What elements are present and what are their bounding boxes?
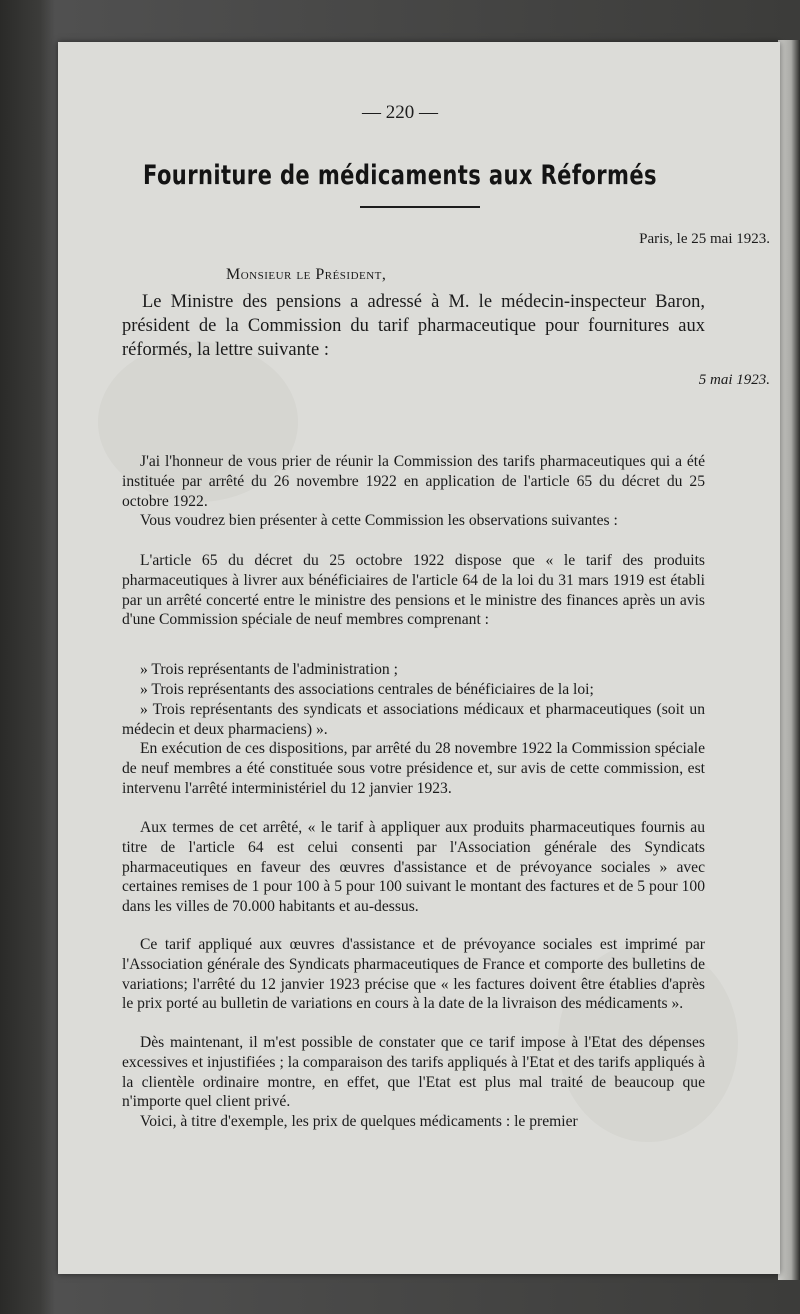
- body-paragraph: En exécution de ces dispositions, par arrêté du 28 novembre 1922 la Commission spéciale de neuf membres a été constituée sous votre présidence et, sur avis de cette commission, est intervenu l'arrêté interministériel du 12 janvier 1923.: [122, 740, 705, 797]
- body-paragraph: » Trois représentants des associations centrales de bénéficiaires de la loi;: [140, 681, 594, 698]
- page-title: Fourniture de médicaments aux Réformés: [143, 160, 657, 191]
- salutation: Monsieur le Président,: [226, 266, 387, 283]
- title-rule: [360, 206, 480, 208]
- body-paragraph: Vous voudrez bien présenter à cette Commission les observations suivantes :: [140, 512, 618, 529]
- page-number: — 220 —: [362, 102, 438, 123]
- body-paragraph: » Trois représentants des syndicats et associations médicaux et pharmaceutiques (soit un médecin et deux pharmaciens) ».: [122, 701, 705, 738]
- body-paragraph: L'article 65 du décret du 25 octobre 1922 dispose que « le tarif des produits pharmaceutiques à livrer aux bénéficiaires de l'article 64 de la loi du 31 mars 1919 est établi par un arrêté concerté entre le ministre des pensions et le ministre des finances après un avis d'une Commission spéciale de neuf membres comprenant :: [122, 552, 705, 629]
- body-paragraph: Ce tarif appliqué aux œuvres d'assistance et de prévoyance sociales est imprimé par l'Association générale des Syndicats pharmaceutiques de France et comporte des bulletins de variations; l'arrêté du 12 janvier 1923 précise que « les factures doivent être établies d'après le prix porté au bulletin de variations en cours à la date de la livraison des médicaments ».: [122, 936, 705, 1013]
- body-paragraph: J'ai l'honneur de vous prier de réunir la Commission des tarifs pharmaceutiques qui a été instituée par arrêté du 26 novembre 1922 en application de l'article 65 du décret du 25 octobre 1922.: [122, 453, 705, 510]
- body-paragraph: Voici, à titre d'exemple, les prix de quelques médicaments : le premier: [140, 1113, 578, 1130]
- body-paragraph: Dès maintenant, il m'est possible de constater que ce tarif impose à l'Etat des dépenses excessives et injustifiées ; la comparaison des tarifs appliqués à l'Etat et des tarifs appliqués à la clientèle ordinaire montre, en effet, que l'Etat est plus mal traité de beaucoup que n'importe quel client privé.: [122, 1034, 705, 1111]
- body-paragraph: » Trois représentants de l'administration ;: [140, 661, 398, 678]
- dateline: Paris, le 25 mai 1923.: [639, 231, 770, 247]
- letter-date: 5 mai 1923.: [698, 372, 770, 388]
- intro-paragraph: Le Ministre des pensions a adressé à M. le médecin-inspecteur Baron, président de la Commission du tarif pharmaceutique pour fournitures aux réformés, la lettre suivante :: [122, 292, 705, 360]
- body-paragraph: Aux termes de cet arrêté, « le tarif à appliquer aux produits pharmaceutiques fournis au titre de l'article 64 est celui consenti par l'Association générale des Syndicats pharmaceutiques en faveur des œuvres d'assistance et de prévoyance sociales » avec certaines remises de 1 pour 100 à 5 pour 100 suivant le montant des factures et de 5 pour 100 dans les villes de 70.000 habitants et au-dessus.: [122, 819, 705, 916]
- page-edge-shadow: [778, 40, 800, 1280]
